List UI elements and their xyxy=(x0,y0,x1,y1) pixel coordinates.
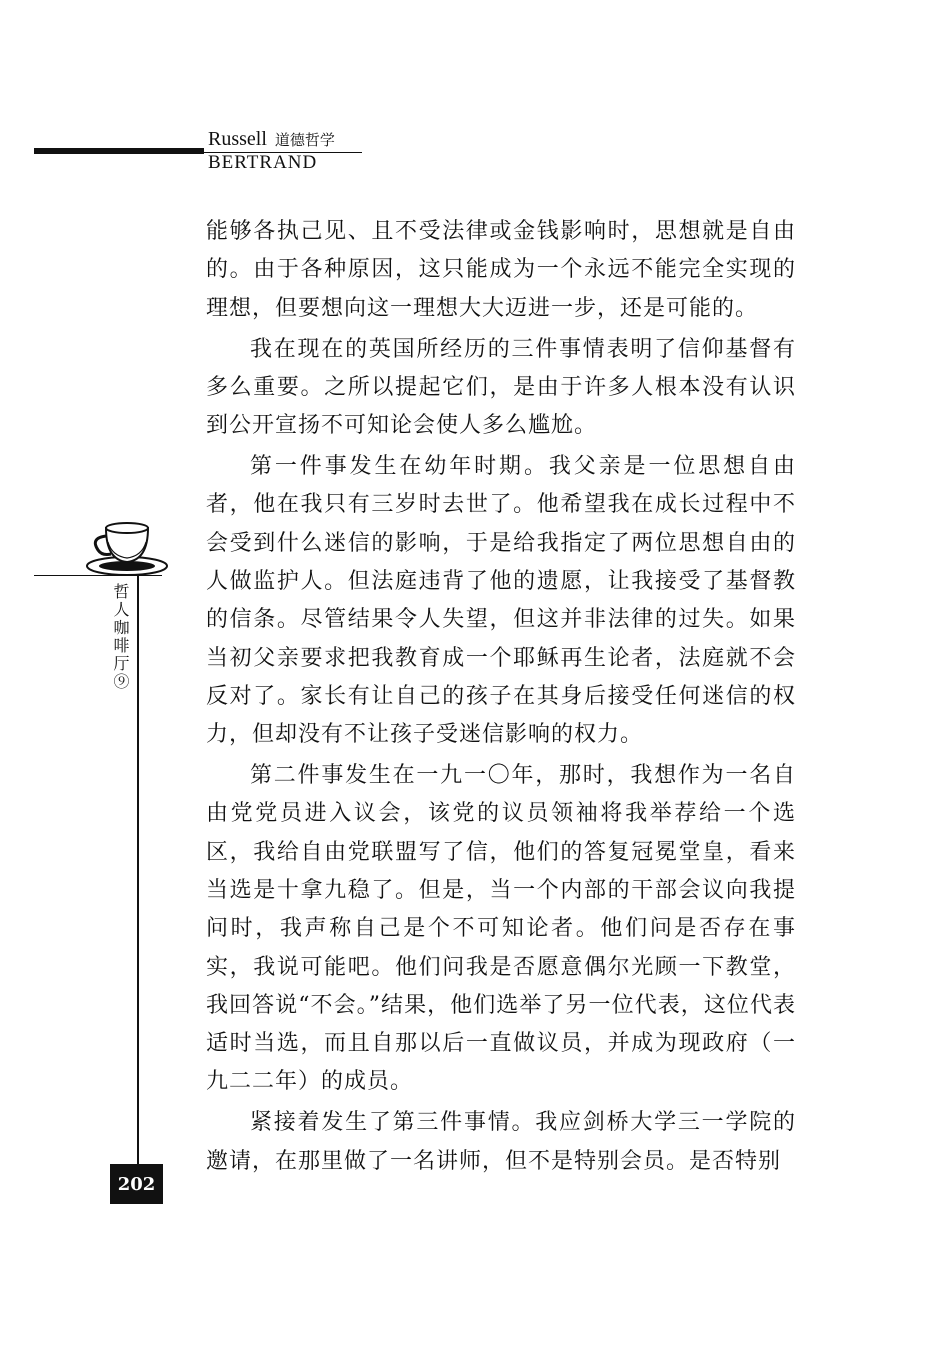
paragraph: 第一件事发生在幼年时期。我父亲是一位思想自由者，他在我只有三岁时去世了。他希望我在成长过程中不会受到什么迷信的影响，于是给我指定了两位思想自由的人做监护人。但法庭违背了他的遗愿，让我接受了基督教的信条。尽管结果令人失望，但这并非法律的过失。如果当初父亲要求把我教育成一个耶稣再生论者，法庭就不会反对了。家长有让自己的孩子在其身后接受任何迷信的权力，但却没有不让孩子受迷信影响的权力。 xyxy=(206,454,796,748)
header-title: Russell xyxy=(208,128,267,150)
coffee-cup-icon xyxy=(84,516,170,578)
header-author: BERTRAND xyxy=(208,152,318,173)
sidebar-rule xyxy=(34,575,162,576)
paragraph: 我在现在的英国所经历的三件事情表明了信仰基督有多么重要。之所以提起它们，是由于许多人根本没有认识到公开宣扬不可知论会使人多么尴尬。 xyxy=(206,336,796,439)
header-subtitle: 道德哲学 xyxy=(274,133,335,149)
body-text xyxy=(206,213,796,1184)
paragraph: 紧接着发生了第三件事情。我应剑桥大学三一学院的邀请，在那里做了一名讲师，但不是特别会员。是否特别 xyxy=(206,1110,796,1174)
page-number: 202 xyxy=(110,1164,163,1204)
series-label: 哲人咖啡厅⑨ xyxy=(111,583,130,691)
paragraph: 能够各执己见、且不受法律或金钱影响时，思想就是自由的。由于各种原因，这只能成为一个永远不能完全实现的理想，但要想向这一理想大大迈进一步，还是可能的。 xyxy=(206,219,796,321)
header-bar xyxy=(34,148,204,154)
paragraph: 第二件事发生在一九一〇年，那时，我想作为一名自由党党员进入议会，该党的议员领袖将我举荐给一个选区，我给自由党联盟写了信，他们的答复冠冕堂皇，看来当选是十拿九稳了。但是，当一个内部的干部会议向我提问时，我声称自己是个不可知论者。他们问是否存在事实，我说可能吧。他们问我是否愿意偶尔光顾一下教堂，我回答说“不会。”结果，他们选举了另一位代表，这位代表适时当选，而且自那以后一直做议员，并成为现政府（一九二二年）的成员。 xyxy=(206,763,796,1095)
sidebar-vertical-rule xyxy=(137,576,139,1166)
running-header xyxy=(208,128,335,152)
